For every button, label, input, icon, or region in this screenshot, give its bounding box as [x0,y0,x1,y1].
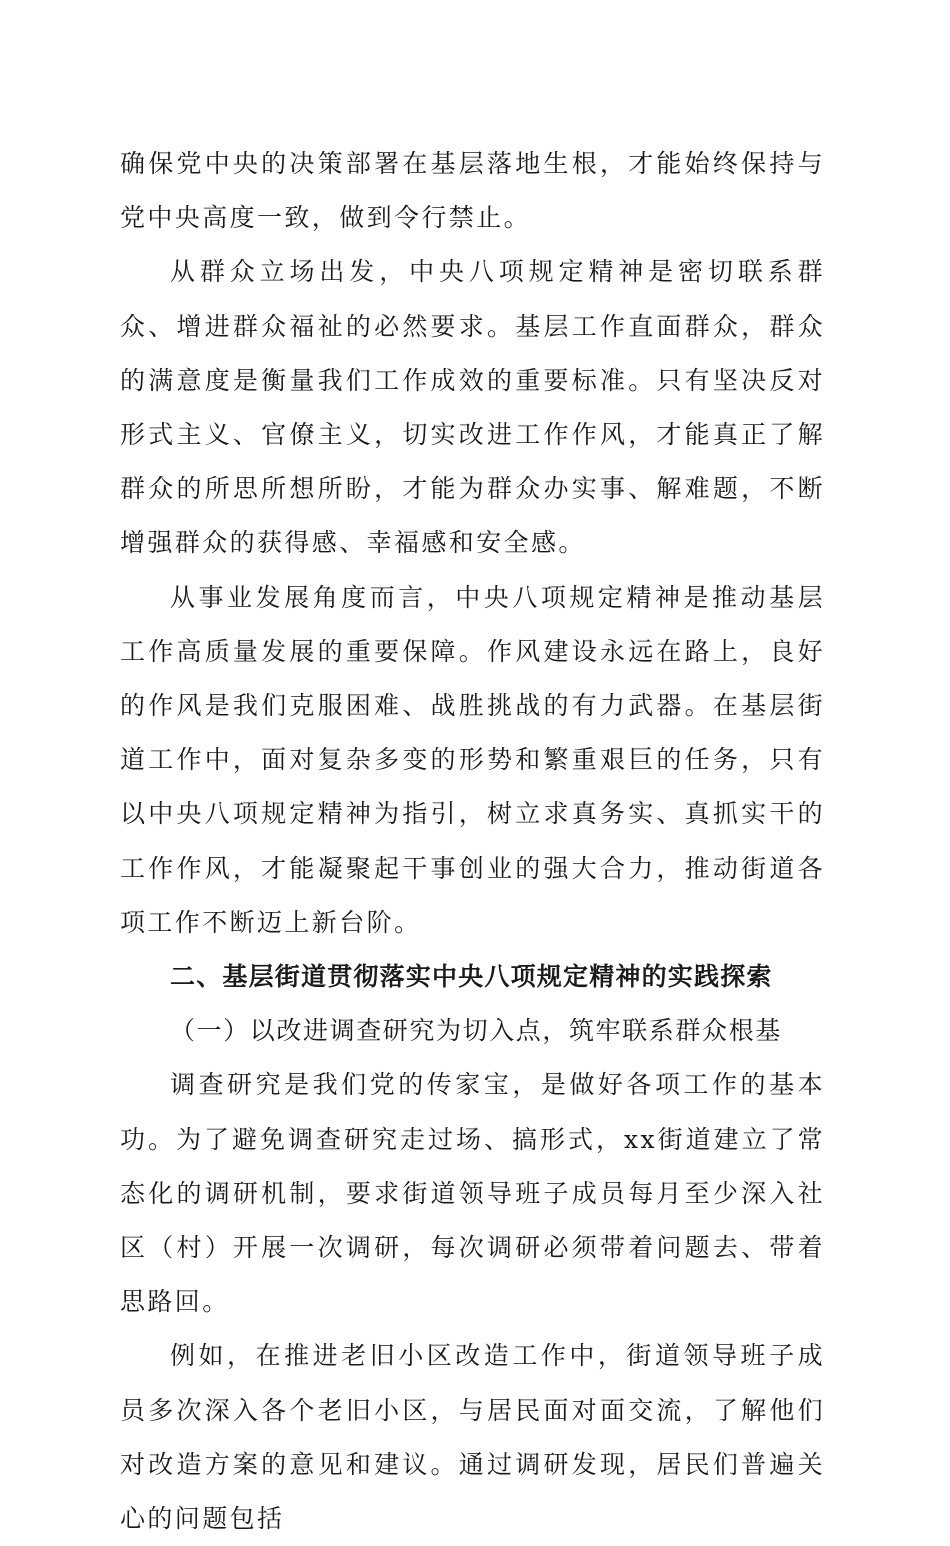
paragraph-mass-standpoint: 从群众立场出发，中央八项规定精神是密切联系群众、增进群众福祉的必然要求。基层工作直面群众，群众的满意度是衡量我们工作成效的重要标准。只有坚决反对形式主义、官僚主义，切实改进工作作风，才能真正了解群众的所思所想所盼，才能为群众办实事、解难题，不断增强群众的获得感、幸福感和安全感。 [120,257,825,558]
document-body [120,137,825,1546]
subsection-heading: （一）以改进调查研究为切入点，筑牢联系群众根基 [170,1016,782,1046]
section-heading: 二、基层街道贯彻落实中央八项规定精神的实践探索 [170,962,773,992]
paragraph-career-development: 从事业发展角度而言，中央八项规定精神是推动基层工作高质量发展的重要保障。作风建设永远在路上，良好的作风是我们克服困难、战胜挑战的有力武器。在基层街道工作中，面对复杂多变的形势和繁重艰巨的任务，只有以中央八项规定精神为指引，树立求真务实、真抓实干的工作作风，才能凝聚起干事创业的强大合力，推动街道各项工作不断迈上新台阶。 [120,582,825,937]
paragraph-example-renovation: 例如，在推进老旧小区改造工作中，街道领导班子成员多次深入各个老旧小区，与居民面对面交流，了解他们对改造方案的意见和建议。通过调研发现，居民们普遍关心的问题包括 [120,1341,825,1534]
paragraph-continued: 确保党中央的决策部署在基层落地生根，才能始终保持与党中央高度一致，做到令行禁止。 [120,149,825,233]
paragraph-investigation-research: 调查研究是我们党的传家宝，是做好各项工作的基本功。为了避免调查研究走过场、搞形式，xx街道建立了常态化的调研机制，要求街道领导班子成员每月至少深入社区（村）开展一次调研，每次调研必须带着问题去、带着思路回。 [120,1070,825,1317]
